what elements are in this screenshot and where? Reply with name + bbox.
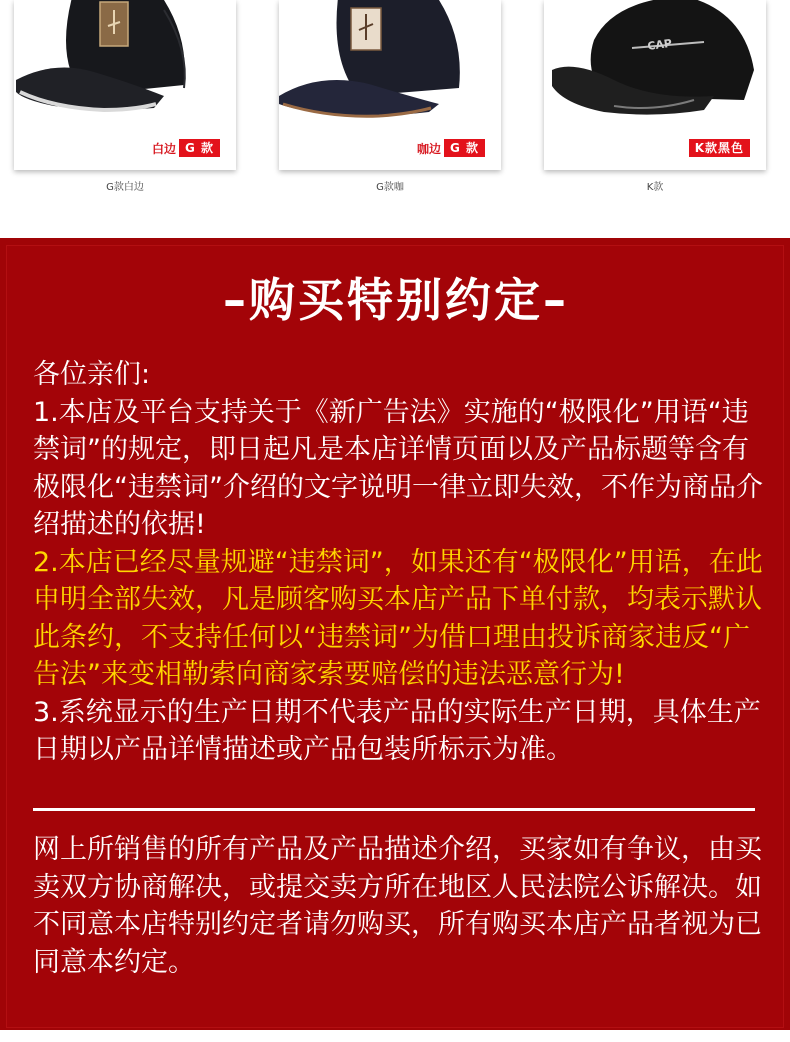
product-variant-strip [0,0,790,238]
footer-note: 网上所销售的所有产品及产品描述介绍，买家如有争议，由买卖双方协商解决，或提交卖方所在地区人民法院公诉解决。如不同意本店特别约定者请勿购买，所有购买本店产品者视为已同意本约定。 [33,834,762,978]
variant-tag [417,139,485,157]
product-card-g-white[interactable] [14,0,236,170]
greeting: 各位亲们: [33,359,151,390]
agreement-body [33,356,763,769]
clause-2: 2.本店已经尽量规避“违禁词”，如果还有“极限化”用语，在此申明全部失效，凡是顾客购买本店产品下单付款，均表示默认此条约，不支持任何以“违禁词”为借口理由投诉商家违反“广告法”来变相勒索向商家索要赔偿的违法恶意行为! [33,546,763,690]
agreement-footer [33,831,763,981]
product-caption: G款白边 [106,182,144,193]
agreement-border [6,245,784,1028]
product-caption: G款咖 [376,182,404,193]
tag-prefix: 白边 [151,141,176,156]
purchase-agreement-panel [0,238,790,1042]
tag-box: K款黑色 [689,139,750,157]
variant-tag [689,139,750,157]
product-caption: K款 [646,182,664,193]
variant-tag [152,139,220,157]
clause-3: 3.系统显示的生产日期不代表产品的实际生产日期，具体生产日期以产品详情描述或产品包装所标示为准。 [33,696,761,765]
bottom-margin [0,1030,790,1042]
tag-prefix: 咖边 [416,141,441,156]
agreement-title: –购买特别约定– [223,273,569,327]
product-card-g-coffee[interactable] [279,0,501,170]
product-card-k-black[interactable] [544,0,766,170]
divider [33,808,755,811]
clause-1: 1.本店及平台支持关于《新广告法》实施的“极限化”用语“违禁词”的规定，即日起凡是本店详情页面以及产品标题等含有极限化“违禁词”介绍的文字说明一律立即失效，不作为商品介绍描述的依据! [33,396,763,540]
tag-box: G 款 [444,139,485,157]
svg-text:CAP: CAP [646,36,673,53]
tag-box: G 款 [179,139,220,157]
